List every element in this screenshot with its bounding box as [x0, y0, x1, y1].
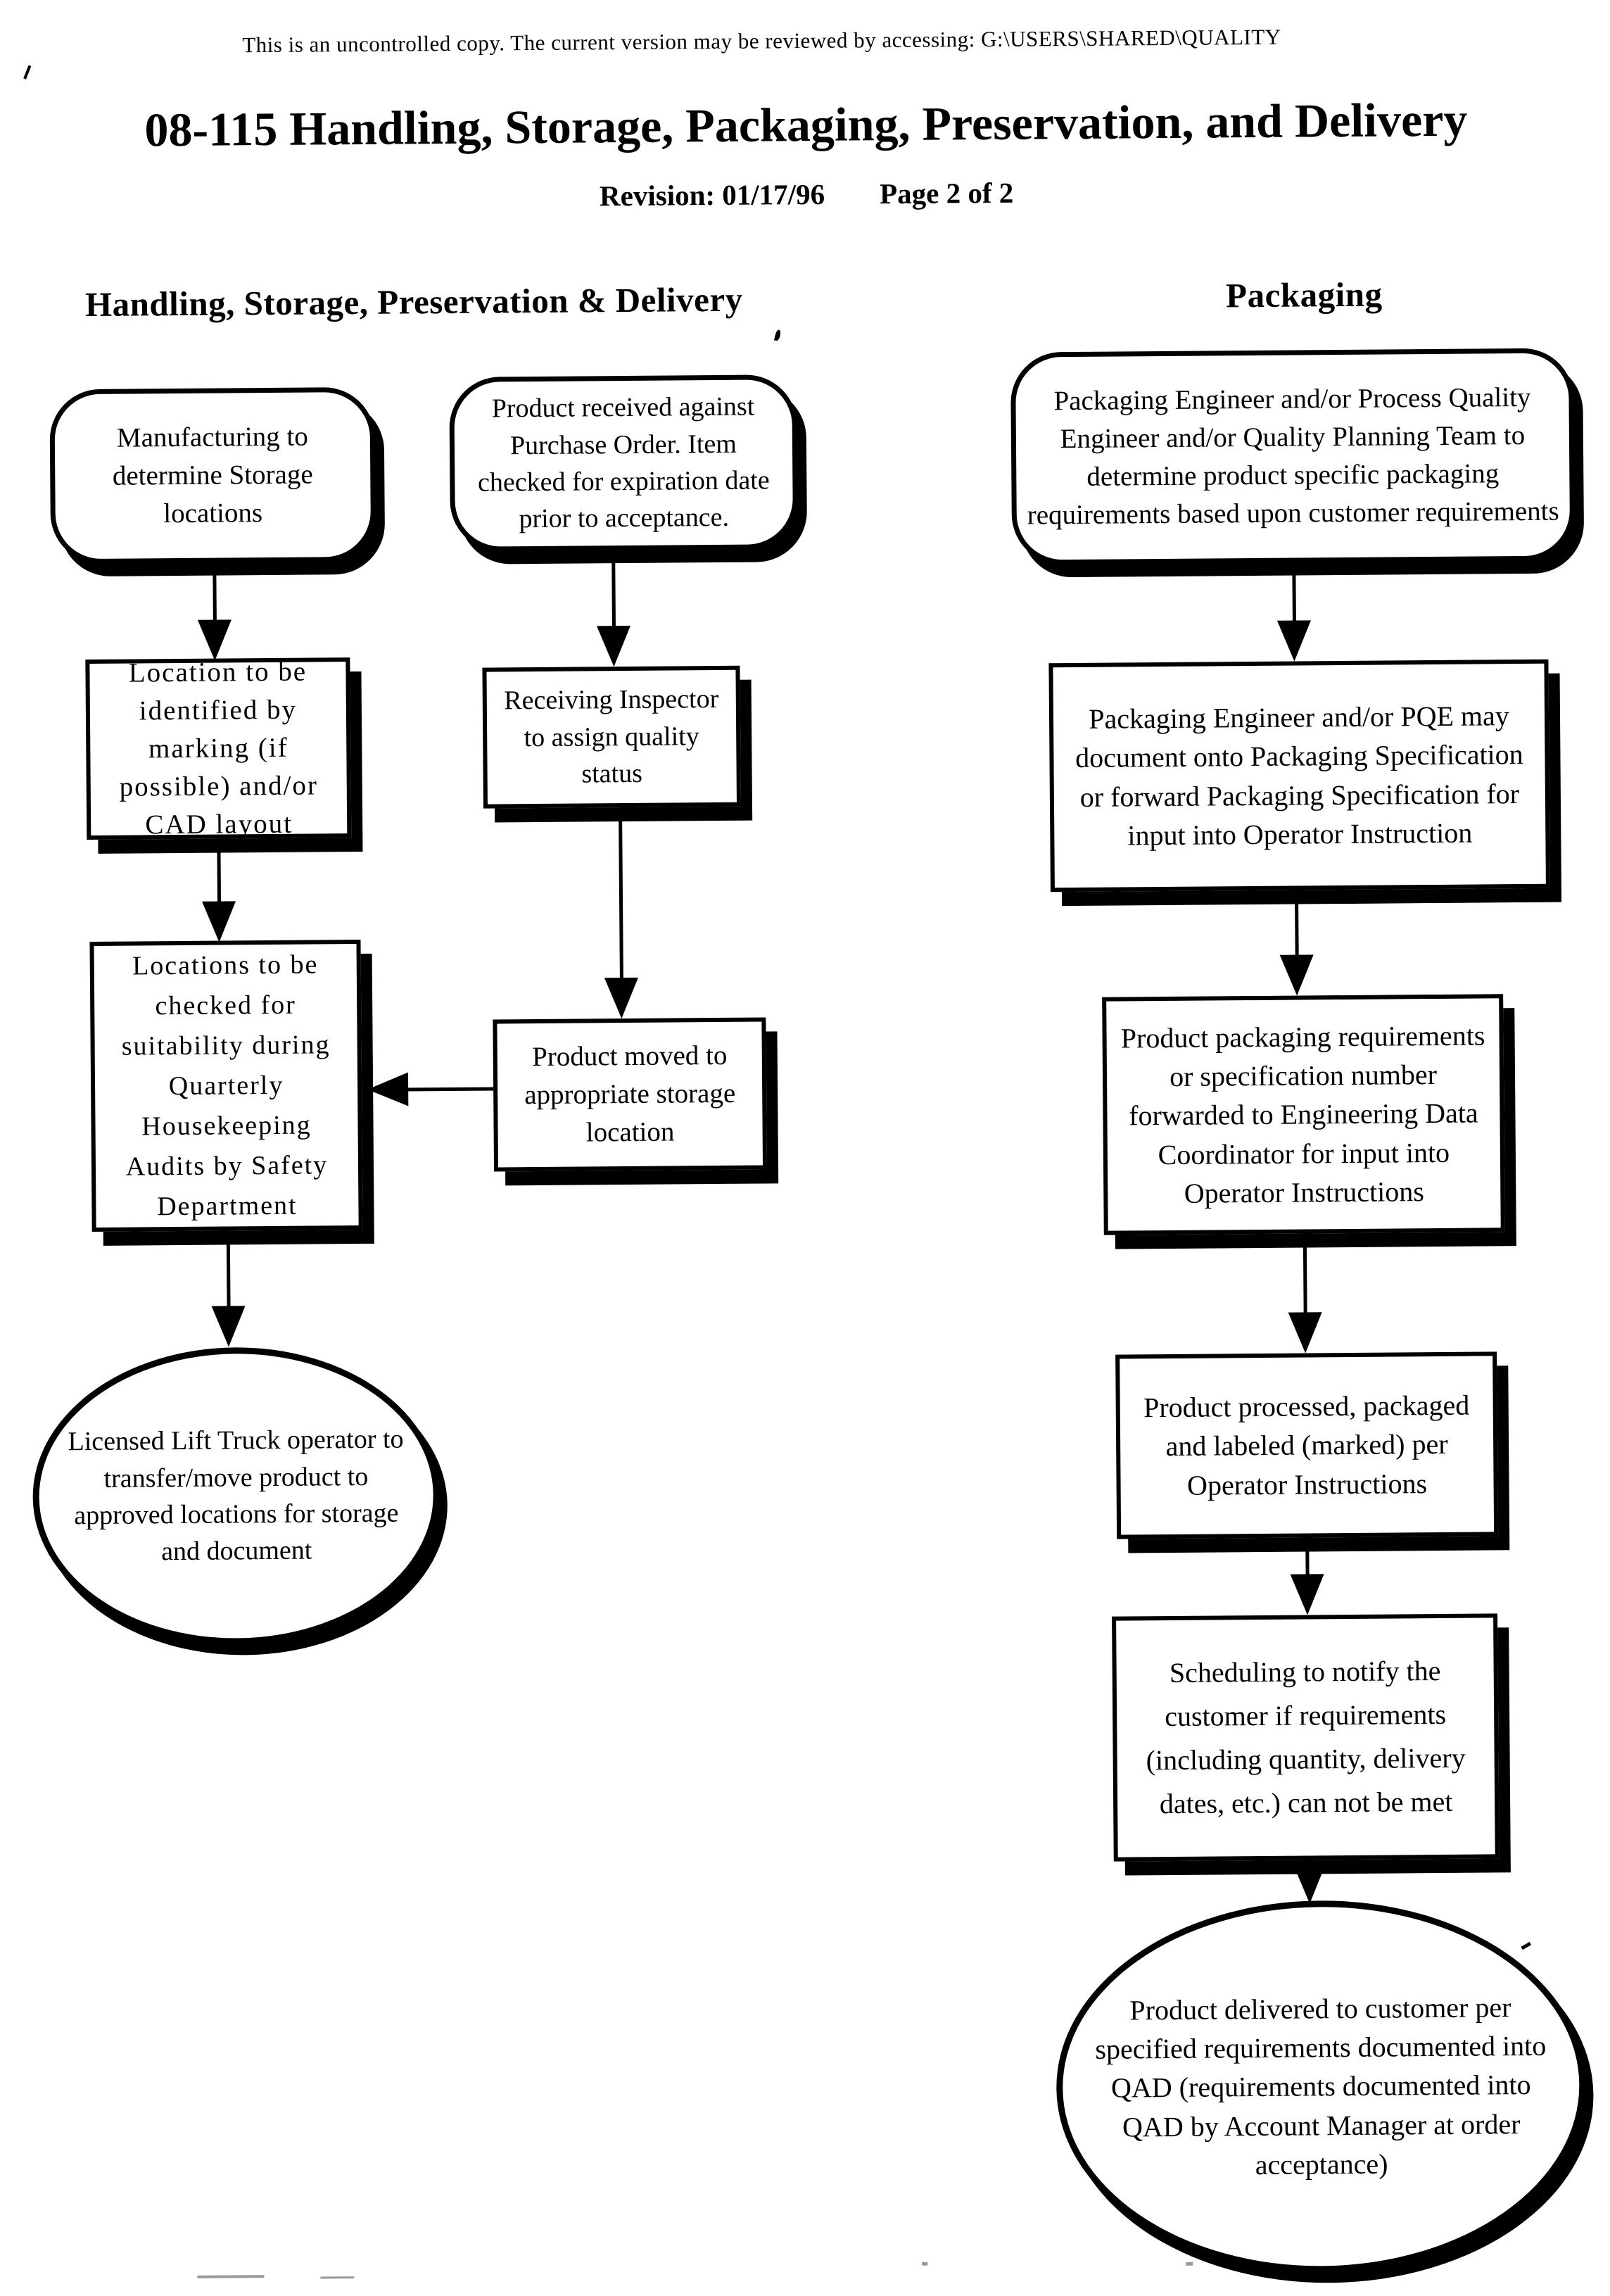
- node-location-identified: Location to be identified by marking (if possible) and/or CAD layout: [85, 657, 351, 840]
- arrow-head-down: [597, 626, 630, 667]
- scan-artifact: [320, 2276, 354, 2278]
- arrow-mfg-to-location: [196, 562, 232, 660]
- arrow-line: [213, 562, 217, 627]
- arrow-line: [1302, 1236, 1307, 1319]
- node-packaging-requirements: Product packaging requirements or specification number forwarded to Engineering Data Coordinator for input into Operator Instructions: [1102, 994, 1505, 1235]
- node-lift-truck-operator: Licensed Lift Truck operator to transfer/move product to approved locations for storage and document: [32, 1346, 440, 1646]
- arrow-head-down: [1277, 620, 1311, 661]
- scan-artifact: [23, 65, 31, 80]
- scan-artifact: [197, 2275, 264, 2278]
- node-packaging-team: Packaging Engineer and/or Process Quality Engineer and/or Quality Planning Team to determine product specific packaging requirements based upon customer requirements: [1010, 348, 1575, 564]
- node-packaging-spec: Packaging Engineer and/or PQE may document onto Packaging Specification or forward Packaging Specification for input into Operator Instruction: [1048, 660, 1550, 892]
- arrow-line: [1294, 892, 1298, 962]
- node-manufacturing-storage: Manufacturing to determine Storage locations: [49, 387, 376, 564]
- node-scheduling-notify: Scheduling to notify the customer if requirements (including quantity, delivery dates, etc.) can not be met: [1112, 1613, 1500, 1861]
- revision-label: Revision: 01/17/96: [599, 177, 825, 213]
- arrow-requirements-to-processed: [1287, 1236, 1323, 1353]
- section-header-packaging: Packaging: [1225, 275, 1383, 315]
- arrow-line: [226, 1232, 230, 1313]
- uncontrolled-copy-notice: This is an uncontrolled copy. The current version may be reviewed by accessing: G:\USERS\SHARED\QUALITY: [242, 24, 1281, 58]
- arrow-moved-to-checked: [367, 1071, 493, 1107]
- spacer: [825, 203, 880, 204]
- arrow-head-down: [1291, 1574, 1324, 1615]
- arrow-processed-to-scheduling: [1289, 1539, 1325, 1615]
- arrow-head-left: [367, 1072, 408, 1106]
- arrow-line: [402, 1087, 493, 1091]
- arrow-line: [611, 550, 616, 633]
- scan-artifact: [1186, 2262, 1193, 2266]
- arrow-head-down: [1293, 1862, 1326, 1903]
- arrow-line: [1292, 563, 1296, 628]
- arrow-received-to-inspector: [595, 550, 631, 667]
- arrow-scheduling-to-delivered: [1292, 1860, 1327, 1903]
- arrow-inspector-to-moved: [602, 809, 639, 1018]
- revision-row: [1, 171, 1610, 217]
- scan-artifact: [922, 2262, 927, 2266]
- arrow-location-to-checked: [201, 840, 236, 942]
- node-product-moved: Product moved to appropriate storage location: [493, 1017, 767, 1171]
- arrow-line: [619, 809, 623, 985]
- page-title: 08-115 Handling, Storage, Packaging, Preservation, and Delivery: [144, 92, 1468, 157]
- node-locations-checked: Locations to be checked for suitability during Quarterly Housekeeping Audits by Safety Department: [89, 940, 362, 1232]
- arrow-head-down: [604, 978, 638, 1018]
- arrow-head-down: [212, 1306, 246, 1346]
- arrow-head-down: [1280, 954, 1314, 995]
- arrow-line: [217, 841, 221, 909]
- node-receiving-inspector: Receiving Inspector to assign quality status: [482, 666, 741, 809]
- section-header-handling: Handling, Storage, Preservation & Delivery: [84, 279, 743, 324]
- arrow-spec-to-requirements: [1279, 891, 1314, 995]
- page-number-label: Page 2 of 2: [879, 176, 1014, 210]
- node-product-processed: Product processed, packaged and labeled (marked) per Operator Instructions: [1115, 1351, 1498, 1539]
- node-product-delivered: Product delivered to customer per specified requirements documented into QAD (requirements documented into QAD by Account Manager at order acceptance): [1055, 1898, 1587, 2274]
- arrow-head-down: [1288, 1312, 1322, 1353]
- arrow-team-to-spec: [1276, 562, 1312, 661]
- scan-artifact: [1521, 1942, 1531, 1950]
- arrow-head-down: [202, 901, 236, 942]
- node-product-received: Product received against Purchase Order. Item checked for expiration date prior to acceptance.: [449, 374, 798, 552]
- scan-artifact: [774, 329, 782, 341]
- arrow-checked-to-lifttruck: [210, 1232, 246, 1346]
